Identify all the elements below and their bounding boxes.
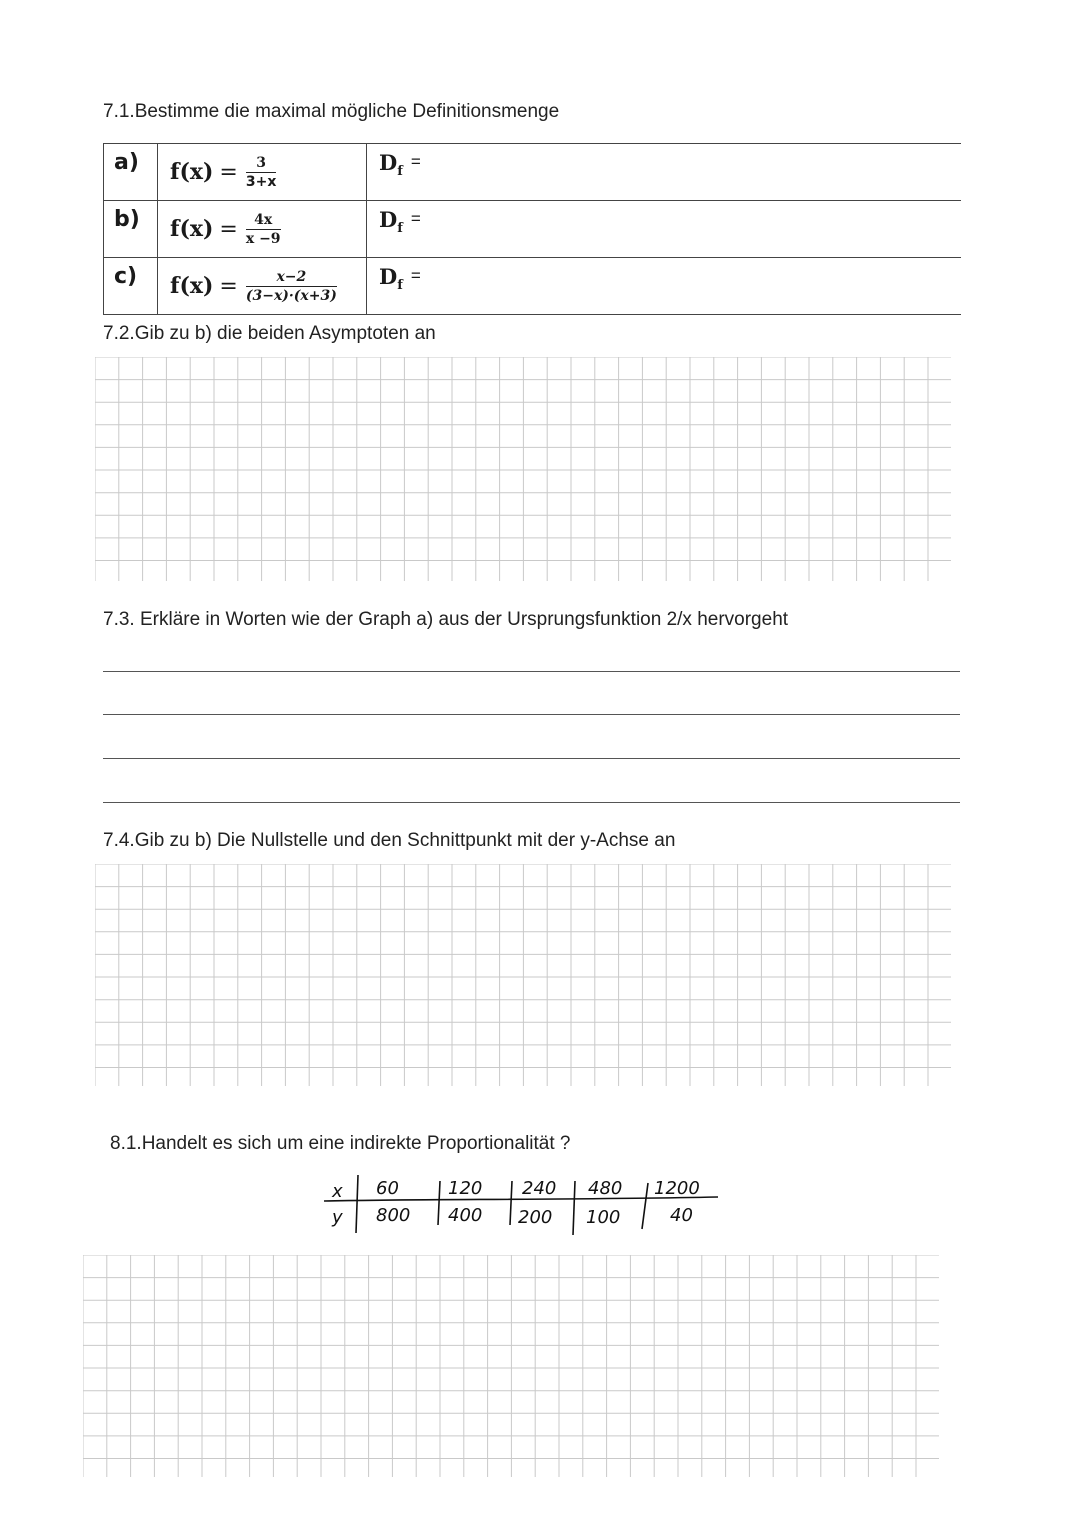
answer-line[interactable] (103, 758, 960, 759)
denominator: (3−x)·(x+3) (245, 287, 337, 304)
domain-equals: = (410, 209, 421, 228)
y-value: 800 (376, 1205, 411, 1226)
numerator: x−2 (246, 269, 337, 287)
denominator: 3+x (245, 173, 277, 190)
equals-sign: = (219, 216, 238, 242)
domain-equals: = (410, 152, 421, 171)
row-label: a) (104, 144, 158, 201)
domain-answer-cell[interactable] (367, 201, 962, 258)
function-cell (158, 201, 367, 258)
answer-grid-7-4[interactable] (95, 864, 951, 1086)
x-value: 480 (588, 1178, 623, 1199)
answer-grid-8-1[interactable] (83, 1255, 939, 1477)
domain-subscript: f (397, 221, 403, 237)
x-row-label: x (332, 1181, 343, 1202)
domain-symbol: D (379, 207, 398, 232)
domain-subscript: f (397, 164, 403, 180)
y-value: 400 (448, 1205, 483, 1226)
function-cell (158, 144, 367, 201)
fraction (246, 269, 337, 304)
domain-symbol: D (379, 264, 398, 289)
function-name: f(x) (170, 216, 214, 242)
table-row (104, 258, 962, 315)
x-value: 1200 (654, 1178, 700, 1199)
domain-answer-cell[interactable] (367, 144, 962, 201)
y-value: 40 (670, 1205, 693, 1226)
numerator: 4x (246, 212, 281, 230)
answer-line[interactable] (103, 671, 960, 672)
y-row-label: y (332, 1207, 343, 1228)
answer-line[interactable] (103, 714, 960, 715)
denominator: x −9 (245, 230, 281, 247)
y-value: 100 (586, 1207, 621, 1228)
equals-sign: = (219, 273, 238, 299)
domain-answer-cell[interactable] (367, 258, 962, 315)
task-7-1-heading: 7.1.Bestimme die maximal mögliche Definitionsmenge (103, 101, 560, 122)
x-value: 60 (376, 1178, 399, 1199)
task-8-1-heading: 8.1.Handelt es sich um eine indirekte Proportionalität ? (110, 1133, 571, 1154)
fraction (246, 155, 277, 190)
handwritten-value-table (320, 1163, 720, 1240)
task-7-3-heading: 7.3. Erkläre in Worten wie der Graph a) aus der Ursprungsfunktion 2/x hervorgeht (103, 609, 789, 630)
task-7-2-heading: 7.2.Gib zu b) die beiden Asymptoten an (103, 323, 436, 344)
x-value: 120 (448, 1178, 483, 1199)
table-row (104, 144, 962, 201)
function-name: f(x) (170, 159, 214, 185)
table-row (104, 201, 962, 258)
function-name: f(x) (170, 273, 214, 299)
function-cell (158, 258, 367, 315)
row-label: c) (104, 258, 158, 315)
fraction (246, 212, 281, 247)
task-7-4-heading: 7.4.Gib zu b) Die Nullstelle und den Schnittpunkt mit der y-Achse an (103, 830, 676, 851)
y-value: 200 (518, 1207, 553, 1228)
numerator: 3 (246, 155, 277, 173)
row-label: b) (104, 201, 158, 258)
x-value: 240 (522, 1178, 557, 1199)
definition-table (103, 143, 961, 315)
domain-symbol: D (379, 150, 398, 175)
answer-line[interactable] (103, 802, 960, 803)
domain-equals: = (410, 266, 421, 285)
equals-sign: = (219, 159, 238, 185)
answer-grid-7-2[interactable] (95, 357, 951, 581)
domain-subscript: f (397, 278, 403, 294)
